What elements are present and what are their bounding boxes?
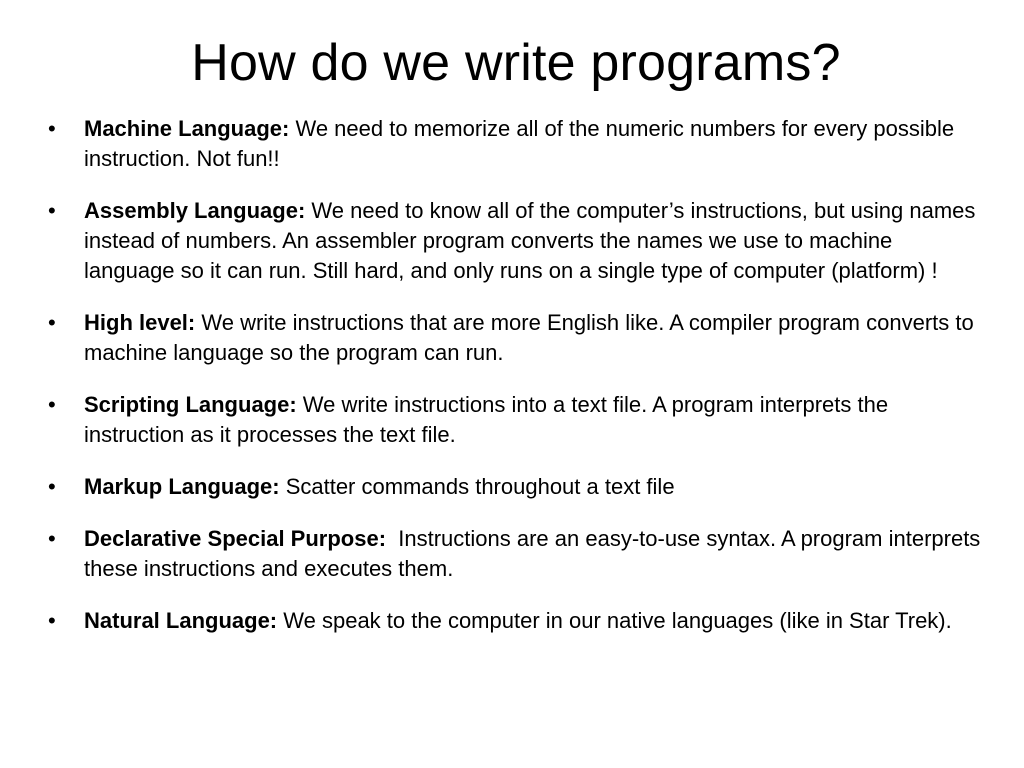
bullet-term: High level: — [84, 310, 196, 336]
bullet-list — [48, 114, 987, 636]
bullet-item-high-level — [48, 308, 984, 368]
bullet-item-natural-language — [48, 606, 984, 636]
bullet-term: Scripting Language: — [84, 392, 297, 418]
bullet-text: We need to know all of the computer’s instructions, but using names instead of numbers. An assembler program converts the names we use to machine language so it can run. Still hard, and only runs on a single type of computer (platform) ! — [84, 198, 976, 284]
bullet-term: Declarative Special Purpose: — [84, 526, 387, 552]
bullet-text: We speak to the computer in our native languages (like in Star Trek). — [277, 608, 952, 634]
bullet-text: Instructions are an easy-to-use syntax. A program interprets these instructions and executes them. — [84, 526, 987, 582]
slide-title: How do we write programs? — [191, 34, 841, 92]
bullet-item-machine-language — [48, 114, 984, 174]
bullet-icon: • — [48, 310, 56, 336]
bullet-item-scripting-language — [48, 390, 984, 450]
bullet-icon: • — [48, 198, 56, 224]
bullet-item-assembly-language — [48, 196, 984, 286]
bullet-term: Markup Language: — [84, 474, 280, 500]
bullet-icon: • — [48, 474, 56, 500]
bullet-term: Machine Language: — [84, 116, 290, 142]
bullet-term: Assembly Language: — [84, 198, 306, 224]
bullet-icon: • — [48, 608, 56, 634]
bullet-text: We write instructions into a text file. A program interprets the instruction as it processes the text file. — [84, 392, 889, 448]
bullet-item-declarative-special-purpose — [48, 524, 987, 584]
bullet-icon: • — [48, 526, 56, 552]
bullet-text: Scatter commands throughout a text file — [279, 474, 675, 500]
bullet-term: Natural Language: — [84, 608, 278, 634]
bullet-icon: • — [48, 392, 56, 418]
bullet-icon: • — [48, 116, 56, 142]
bullet-text: We need to memorize all of the numeric numbers for every possible instruction. Not fun!! — [84, 116, 955, 172]
bullet-item-markup-language — [48, 472, 984, 502]
bullet-text: We write instructions that are more English like. A compiler program converts to machine language so the program can run. — [84, 310, 974, 366]
